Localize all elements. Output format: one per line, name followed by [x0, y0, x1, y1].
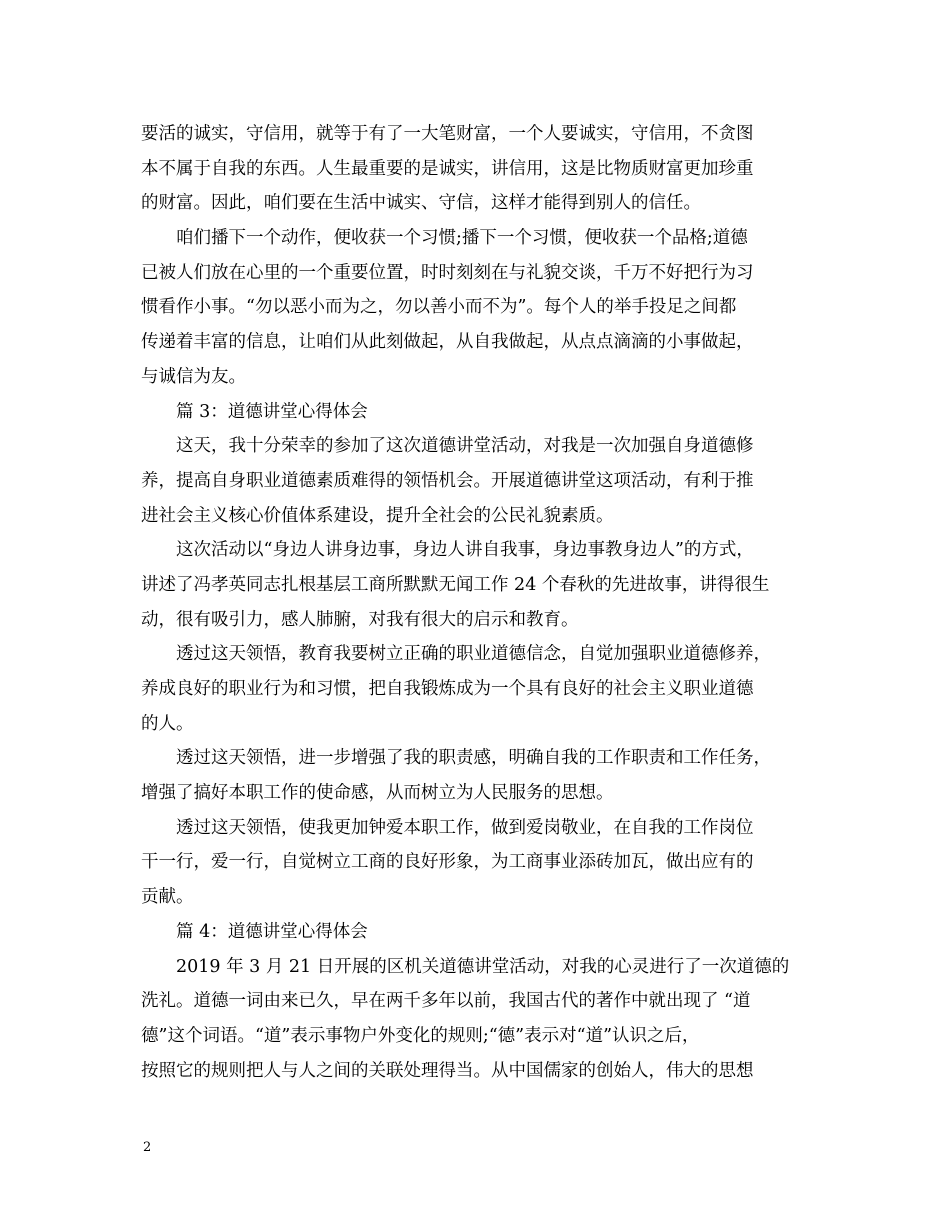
- text-line: 的财富。因此，咱们要在生活中诚实、守信，这样才能得到别人的信任。: [141, 193, 701, 214]
- text-line: 养，提高自身职业道德素质难得的领悟机会。开展道德讲堂这项活动，有利于推: [141, 470, 754, 491]
- text-line: 干一行，爱一行，自觉树立工商的良好形象，为工商事业添砖加瓦，做出应有的: [141, 852, 754, 873]
- body-text: [141, 117, 821, 1088]
- text-line: 篇 4：道德讲堂心得体会: [176, 921, 368, 942]
- text-line: 进社会主义核心价值体系建设，提升全社会的公民礼貌素质。: [141, 505, 614, 526]
- text-line: 2019 年 3 月 21 日开展的区机关道德讲堂活动，对我的心灵进行了一次道德的: [176, 956, 790, 977]
- text-line: 惯看作小事。“勿以恶小而为之，勿以善小而不为”。每个人的举手投足之间都: [141, 297, 737, 318]
- text-line: 与诚信为友。: [141, 366, 246, 387]
- text-line: 透过这天领悟，教育我要树立正确的职业道德信念，自觉加强职业道德修养，: [176, 644, 771, 665]
- text-line: 透过这天领悟，使我更加钟爱本职工作，做到爱岗敬业，在自我的工作岗位: [176, 817, 754, 838]
- text-line: 要活的诚实，守信用，就等于有了一大笔财富，一个人要诚实，守信用，不贪图: [141, 124, 754, 144]
- text-line: 篇 3：道德讲堂心得体会: [176, 401, 368, 422]
- text-line: 这次活动以“身边人讲身边事，身边人讲自我事，身边事教身边人”的方式，: [176, 540, 754, 561]
- text-line: 传递着丰富的信息，让咱们从此刻做起，从自我做起，从点点滴滴的小事做起，: [141, 332, 754, 353]
- text-line: 讲述了冯孝英同志扎根基层工商所默默无闻工作 24 个春秋的先进故事，讲得很生: [141, 574, 770, 595]
- text-line: 这天，我十分荣幸的参加了这次道德讲堂活动，对我是一次加强自身道德修: [176, 436, 754, 457]
- text-line: 贡献。: [141, 887, 194, 908]
- text-line: 本不属于自我的东西。人生最重要的是诚实，讲信用，这是比物质财富更加珍重: [141, 158, 754, 179]
- text-line: 按照它的规则把人与人之间的关联处理得当。从中国儒家的创始人，伟大的思想: [141, 1060, 754, 1081]
- text-line: 增强了搞好本职工作的使命感，从而树立为人民服务的思想。: [141, 783, 614, 804]
- text-line: 已被人们放在心里的一个重要位置，时时刻刻在与礼貌交谈，千万不好把行为习: [141, 262, 754, 283]
- text-line: 的人。: [141, 713, 194, 734]
- text-line: 德”这个词语。“道”表示事物户外变化的规则;“德”表示对“道”认识之后，: [141, 1025, 700, 1046]
- text-line: 养成良好的职业行为和习惯，把自我锻炼成为一个具有良好的社会主义职业道德: [141, 679, 754, 699]
- page-number: 2: [143, 1140, 152, 1155]
- text-line: 洗礼。道德一词由来已久，早在两千多年以前，我国古代的著作中就出现了 “道: [141, 991, 751, 1012]
- text-line: 透过这天领悟，进一步增强了我的职责感，明确自我的工作职责和工作任务，: [176, 748, 771, 769]
- text-line: 动，很有吸引力，感人肺腑，对我有很大的启示和教育。: [141, 609, 579, 630]
- text-line: 咱们播下一个动作，便收获一个习惯;播下一个习惯，便收获一个品格;道德: [176, 228, 748, 249]
